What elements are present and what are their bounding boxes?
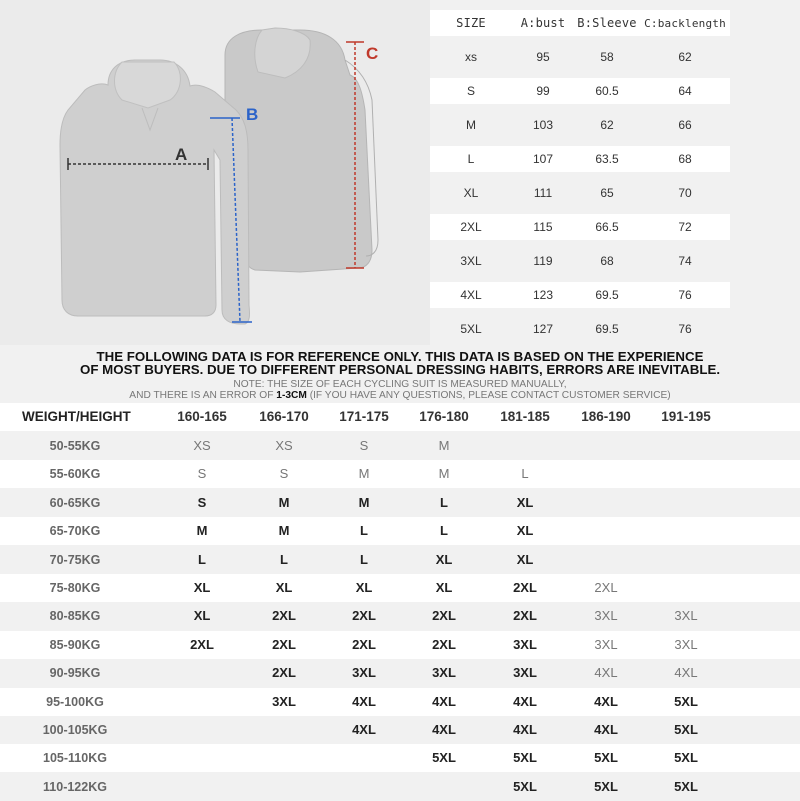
weight-range: 85-90KG <box>49 637 101 652</box>
bust-value: 127 <box>532 322 554 336</box>
wh-table-row <box>0 631 800 659</box>
size-recommendation: 3XL <box>674 608 698 624</box>
size-recommendation: 4XL <box>513 693 537 709</box>
size-recommendation: 5XL <box>674 750 698 766</box>
wh-table-row <box>0 688 800 716</box>
wh-table-header <box>0 403 800 431</box>
size-recommendation: XL <box>435 551 453 567</box>
weight-range: 75-80KG <box>49 581 101 595</box>
backlength-value: 68 <box>678 152 692 166</box>
size-recommendation: 5XL <box>432 750 456 766</box>
size-recommendation: XS <box>275 438 293 453</box>
bust-value: 123 <box>532 288 554 302</box>
wh-table-row <box>0 773 800 801</box>
size-recommendation <box>646 489 726 517</box>
backlength-value: 64 <box>678 84 692 98</box>
sleeve-value: 60.5 <box>595 84 619 98</box>
size-recommendation: M <box>358 494 370 510</box>
header-height-5: 181-185 <box>500 409 550 424</box>
weight-range: 95-100KG <box>46 694 104 709</box>
header-size: SIZE <box>456 16 486 30</box>
bust-value: 115 <box>533 220 553 234</box>
header-sleeve: B:Sleeve <box>577 16 637 30</box>
weight-range: 60-65KG <box>49 495 101 510</box>
backlength-value: 70 <box>678 186 692 200</box>
bust-value: 103 <box>532 118 554 132</box>
size-recommendation: 5XL <box>674 722 698 737</box>
size-recommendation: S <box>197 466 207 482</box>
size-recommendation: S <box>279 466 289 482</box>
size-recommendation: M <box>278 494 290 510</box>
label-c: C <box>366 44 379 63</box>
weight-range: 55-60KG <box>49 467 101 482</box>
size-recommendation <box>646 517 726 545</box>
header-height-6: 186-190 <box>581 409 631 424</box>
size-recommendation: 2XL <box>190 636 214 652</box>
size-recommendation: 2XL <box>272 636 296 652</box>
weight-range: 105-110KG <box>43 751 107 766</box>
size-recommendation <box>160 659 244 687</box>
backlength-value: 74 <box>678 254 692 268</box>
size-table-header <box>430 10 730 36</box>
sleeve-value: 62 <box>600 118 614 132</box>
size-recommendation: 5XL <box>594 778 618 794</box>
size-recommendation: L <box>360 523 368 539</box>
wh-table-row <box>0 460 800 488</box>
size-recommendation: M <box>438 438 450 453</box>
size-recommendation: 3XL <box>432 665 456 681</box>
size-recommendation <box>566 432 646 460</box>
size-recommendation <box>160 688 244 716</box>
size-recommendation: 5XL <box>674 693 698 709</box>
size-recommendation: L <box>440 494 448 510</box>
size-recommendation: 4XL <box>594 665 618 681</box>
label-b: B <box>246 105 259 124</box>
wh-table-row <box>0 659 800 687</box>
size-recommendation: M <box>196 523 208 539</box>
size-recommendation <box>566 460 646 488</box>
size-recommendation: XL <box>516 494 534 510</box>
size-recommendation: XL <box>193 608 211 624</box>
hoodie-illustration <box>0 0 430 345</box>
bust-value: 119 <box>533 254 553 268</box>
size-recommendation: 2XL <box>513 580 537 595</box>
size-row-s <box>430 78 730 104</box>
hoodie-front-view <box>60 60 250 324</box>
wh-table-row <box>0 489 800 517</box>
size-label: xs <box>465 50 477 64</box>
size-row-xs <box>430 44 730 70</box>
size-recommendation: 2XL <box>352 608 376 624</box>
hoodie-diagram <box>0 0 430 345</box>
size-recommendation: 3XL <box>352 665 376 681</box>
size-recommendation: XL <box>355 580 373 595</box>
size-label: S <box>466 84 475 98</box>
size-recommendation: 2XL <box>594 580 618 595</box>
size-label: XL <box>463 186 479 200</box>
backlength-value: 66 <box>678 118 692 132</box>
weight-range: 100-105KG <box>42 723 108 737</box>
size-recommendation: XL <box>193 580 211 595</box>
bust-value: 111 <box>533 186 553 200</box>
size-recommendation: 3XL <box>513 636 537 652</box>
header-backlength: C:backlength <box>644 16 726 30</box>
size-label: M <box>466 118 476 132</box>
wh-table-row <box>0 744 800 772</box>
size-recommendation: 2XL <box>272 608 296 624</box>
size-row-xl <box>430 180 730 206</box>
size-recommendation <box>244 744 324 772</box>
size-row-m <box>430 112 730 138</box>
size-recommendation: 4XL <box>674 665 698 681</box>
size-row-4xl <box>430 282 730 308</box>
wh-table-row <box>0 546 800 574</box>
size-recommendation: 4XL <box>352 722 376 737</box>
weight-range: 65-70KG <box>49 524 101 539</box>
size-recommendation: M <box>438 466 450 482</box>
size-recommendation <box>160 716 244 744</box>
size-recommendation: XS <box>193 438 211 453</box>
weight-range: 110-122KG <box>43 779 107 794</box>
size-recommendation: L <box>198 551 206 567</box>
backlength-value: 76 <box>678 322 692 336</box>
size-label: 2XL <box>460 220 482 234</box>
size-recommendation: XL <box>275 580 293 595</box>
size-row-3xl <box>430 248 730 274</box>
size-label: L <box>467 152 475 166</box>
size-label: 3XL <box>460 254 482 268</box>
size-recommendation: 4XL <box>432 722 456 737</box>
reference-note-line-2: OF MOST BUYERS. DUE TO DIFFERENT PERSONAL DRESSING HABITS, ERRORS ARE INEVITABLE. <box>79 362 721 377</box>
size-recommendation: M <box>358 466 370 482</box>
size-recommendation: L <box>521 466 529 482</box>
size-recommendation <box>646 432 726 460</box>
header-height-1: 160-165 <box>177 409 227 424</box>
size-recommendation <box>244 716 324 744</box>
sleeve-value: 63.5 <box>595 152 619 166</box>
wh-table-row <box>0 517 800 545</box>
size-recommendation <box>646 574 726 602</box>
size-recommendation: XL <box>516 523 534 539</box>
size-recommendation <box>566 546 646 574</box>
reference-note-line-1: THE FOLLOWING DATA IS FOR REFERENCE ONLY. THIS DATA IS BASED ON THE EXPERIENCE <box>96 349 704 364</box>
sleeve-value: 66.5 <box>595 220 619 234</box>
label-a: A <box>175 145 188 164</box>
size-recommendation: 5XL <box>674 778 698 794</box>
error-note-prefix: AND THERE IS AN ERROR OF <box>129 390 277 401</box>
backlength-value: 72 <box>678 220 692 234</box>
size-recommendation <box>404 773 484 801</box>
header-height-2: 166-170 <box>259 409 309 424</box>
size-recommendation <box>324 744 404 772</box>
sleeve-value: 69.5 <box>595 322 619 336</box>
size-recommendation: L <box>360 551 368 567</box>
size-recommendation: 5XL <box>594 750 618 766</box>
wh-table-row <box>0 574 800 602</box>
size-recommendation: 3XL <box>674 636 698 652</box>
wh-table-row <box>0 602 800 630</box>
size-recommendation <box>484 432 566 460</box>
size-recommendation: 2XL <box>272 665 296 681</box>
size-recommendation <box>646 546 726 574</box>
size-recommendation: 4XL <box>432 693 456 709</box>
size-recommendation: S <box>359 438 369 453</box>
weight-range: 90-95KG <box>49 666 101 681</box>
measurement-note-line-1: NOTE: THE SIZE OF EACH CYCLING SUIT IS MEASURED MANUALLY, <box>233 379 567 390</box>
measurement-note-line-2 <box>0 390 800 401</box>
header-height-4: 176-180 <box>419 409 469 424</box>
size-recommendation: 3XL <box>272 693 296 709</box>
header-weight-height: WEIGHT/HEIGHT <box>22 409 131 424</box>
size-label: 5XL <box>460 322 482 336</box>
weight-range: 50-55KG <box>49 439 101 453</box>
size-recommendation: 3XL <box>594 608 618 624</box>
weight-range: 70-75KG <box>49 552 101 567</box>
size-recommendation: 5XL <box>513 750 537 766</box>
size-recommendation: L <box>280 551 288 567</box>
backlength-value: 76 <box>678 288 692 302</box>
error-note-suffix: (IF YOU HAVE ANY QUESTIONS, PLEASE CONTACT CUSTOMER SERVICE) <box>306 390 671 401</box>
size-recommendation <box>324 773 404 801</box>
size-recommendation: 3XL <box>513 665 537 681</box>
size-recommendation: 2XL <box>513 608 537 624</box>
bust-value: 107 <box>532 152 554 166</box>
size-recommendation: 4XL <box>352 693 376 709</box>
size-recommendation: 5XL <box>513 778 537 794</box>
size-recommendation: XL <box>516 551 534 567</box>
size-row-l <box>430 146 730 172</box>
bust-value: 95 <box>536 50 550 64</box>
size-recommendation <box>566 489 646 517</box>
sleeve-value: 65 <box>600 186 614 200</box>
size-recommendation: L <box>440 523 448 539</box>
size-recommendation: XL <box>435 580 453 595</box>
size-recommendation: 4XL <box>513 722 537 737</box>
sleeve-value: 69.5 <box>595 288 619 302</box>
size-recommendation: 3XL <box>594 636 618 652</box>
bust-value: 99 <box>536 84 550 98</box>
size-recommendation <box>160 744 244 772</box>
backlength-value: 62 <box>678 50 692 64</box>
error-range: 1-3CM <box>276 390 307 401</box>
size-recommendation: M <box>278 523 290 539</box>
size-recommendation <box>244 773 324 801</box>
size-recommendation: 2XL <box>432 636 456 652</box>
wh-table-row <box>0 716 800 744</box>
size-recommendation: 4XL <box>594 693 618 709</box>
size-recommendation: 2XL <box>352 636 376 652</box>
size-label: 4XL <box>460 288 482 302</box>
header-height-3: 171-175 <box>339 409 389 424</box>
weight-range: 80-85KG <box>49 609 101 624</box>
sleeve-value: 68 <box>600 254 614 268</box>
size-recommendation <box>566 517 646 545</box>
wh-table-row <box>0 432 800 460</box>
size-row-2xl <box>430 214 730 240</box>
size-recommendation: 2XL <box>432 608 456 624</box>
sleeve-value: 58 <box>600 50 614 64</box>
size-recommendation: S <box>197 494 207 510</box>
size-recommendation <box>646 460 726 488</box>
size-row-5xl <box>430 316 730 342</box>
size-recommendation: 4XL <box>594 722 618 737</box>
header-bust: A:bust <box>520 16 566 30</box>
header-height-7: 191-195 <box>661 409 711 424</box>
size-recommendation <box>160 773 244 801</box>
